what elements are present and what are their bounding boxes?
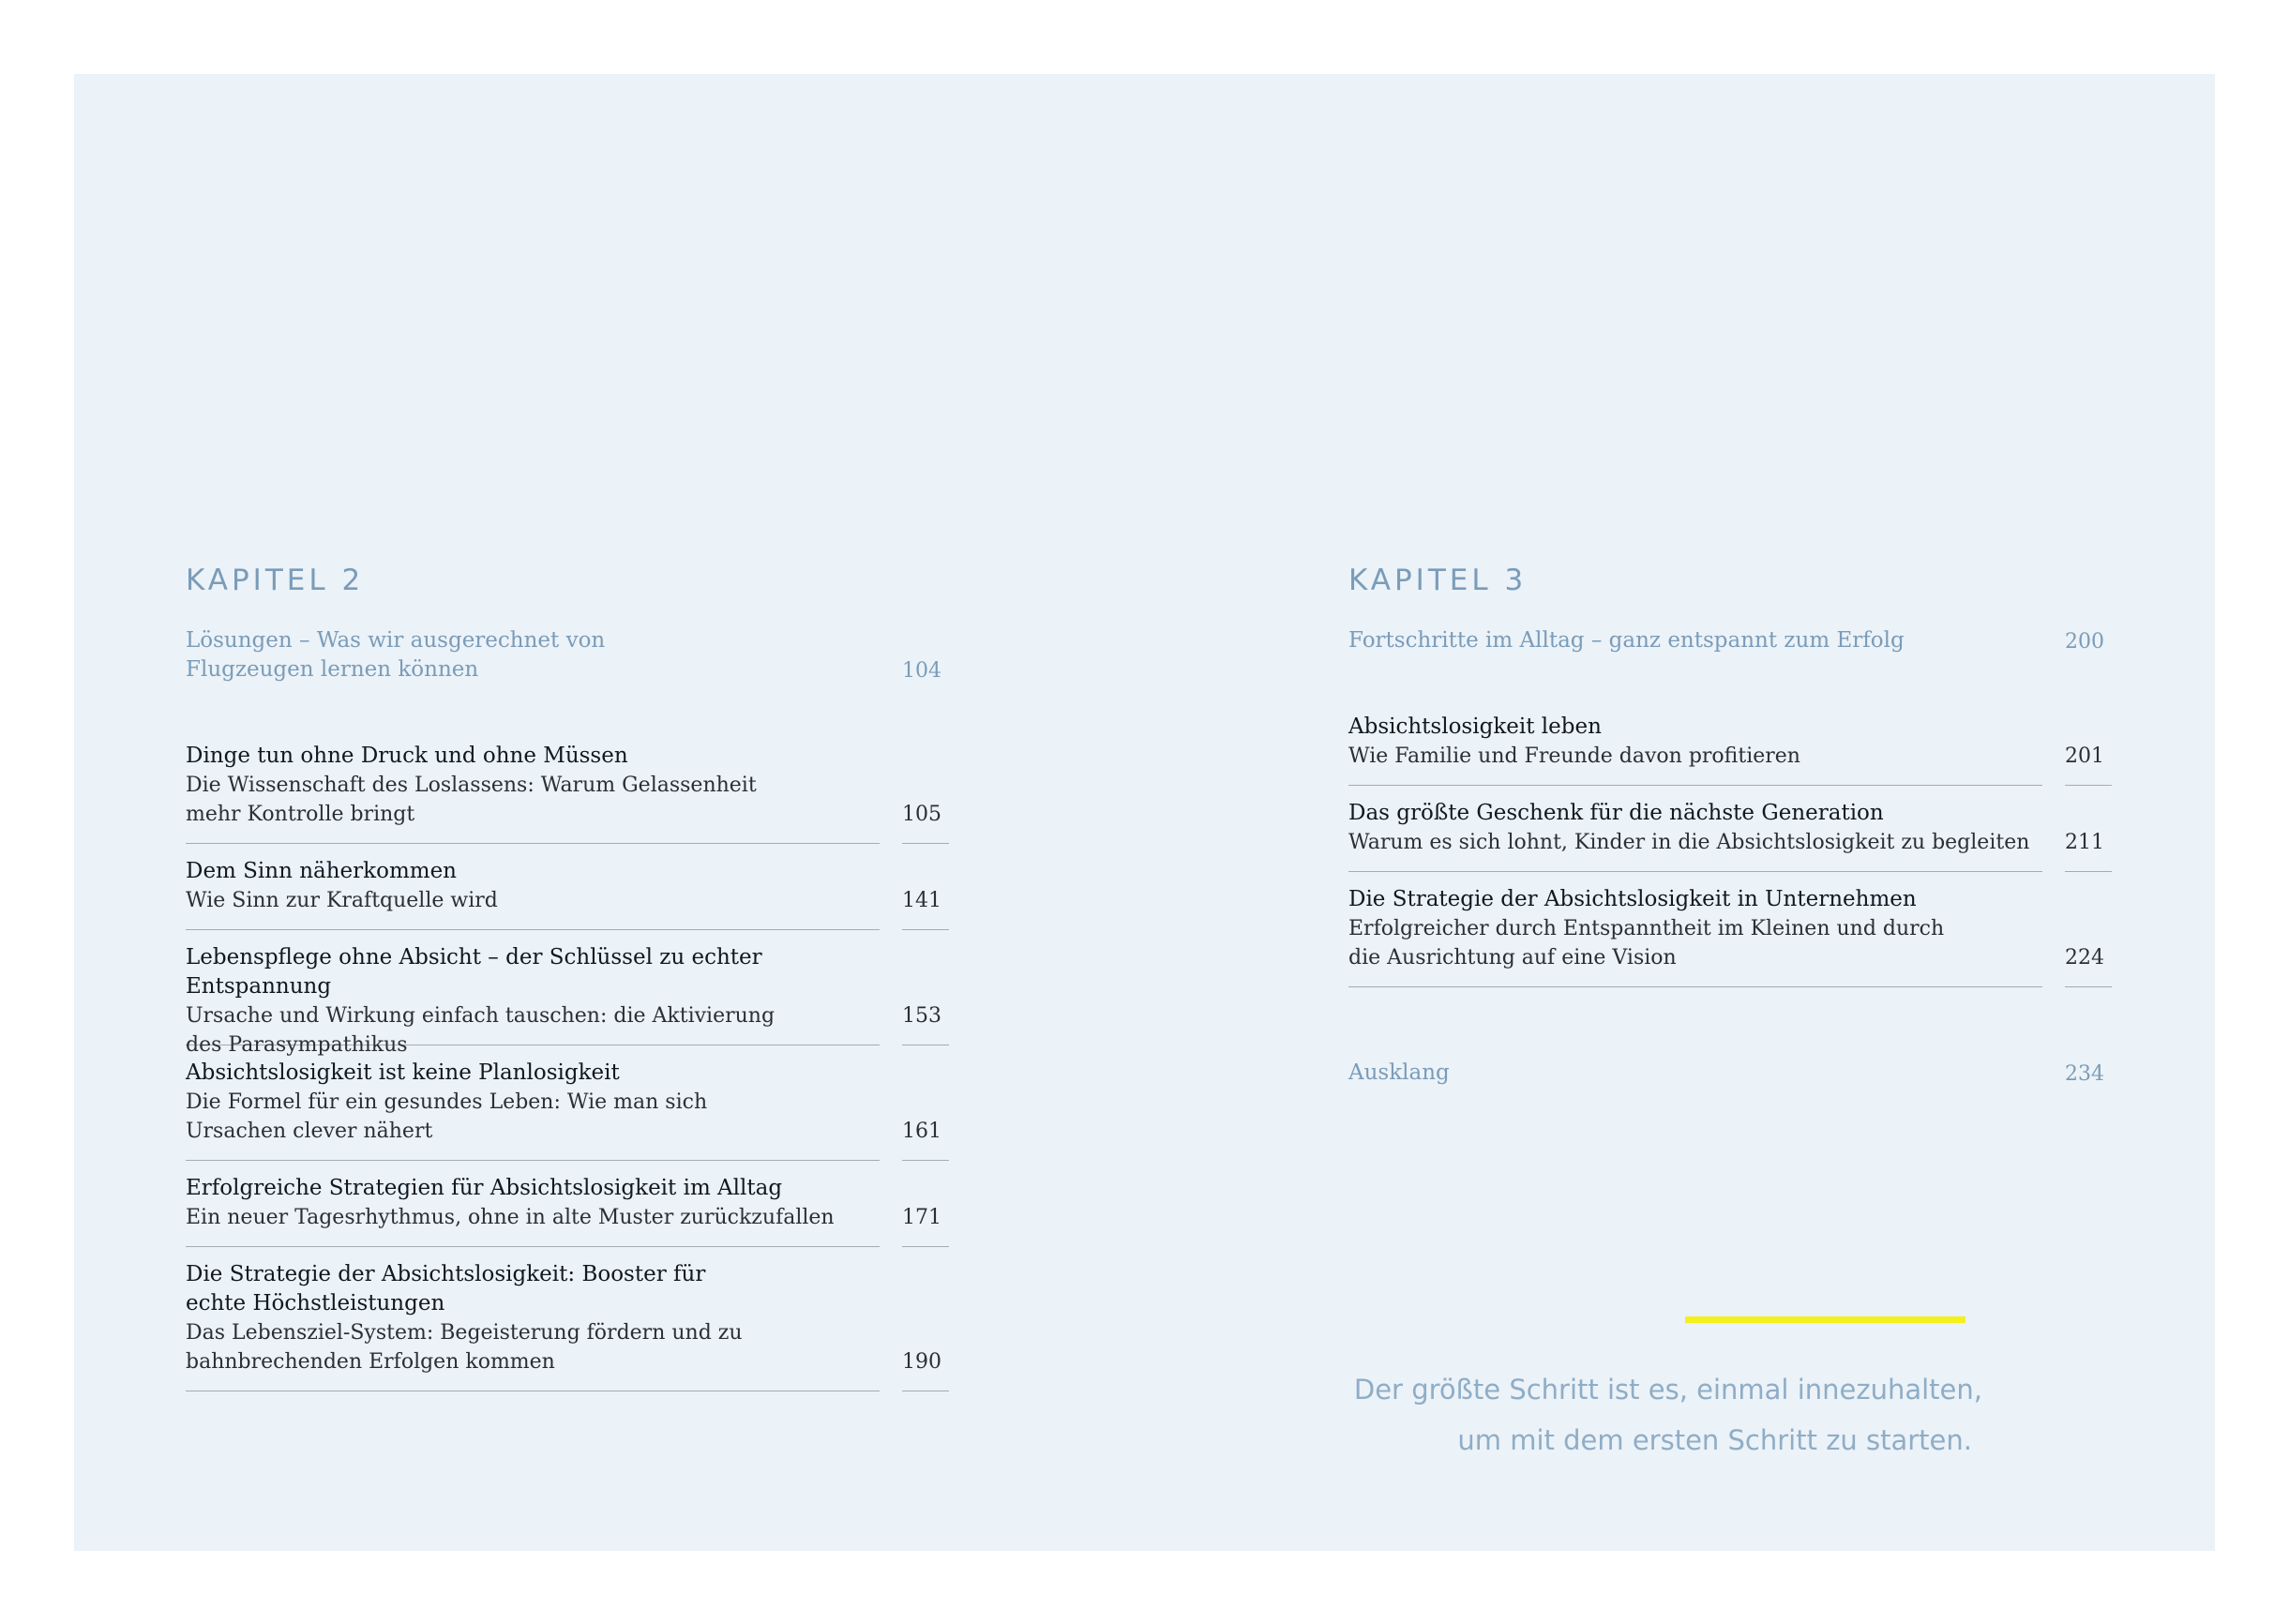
chapter-3-title-line1: Fortschritte im Alltag – ganz entspannt zum Erfolg [1348,628,1905,653]
entry-heading: echte Höchstleistungen [186,1291,445,1316]
entry-heading: Die Strategie der Absichtslosigkeit: Booster für [186,1262,706,1286]
entry-heading: Lebenspflege ohne Absicht – der Schlüssel zu echter Entspannung [186,945,762,999]
toc-entry[interactable] [186,1260,880,1391]
chapter-2-title-line1: Lösungen – Was wir ausgerechnet von [186,628,606,653]
entry-subtitle: Warum es sich lohnt, Kinder in die Absichtslosigkeit zu begleiten [1348,831,2030,854]
chapter-3-title-page: 200 [2065,630,2104,654]
entry-subtitle: die Ausrichtung auf eine Vision [1348,946,1677,970]
entry-subtitle: Ursachen clever nähert [186,1120,433,1143]
entry-subtitle: Erfolgreicher durch Entspanntheit im Kleinen und durch [1348,917,1945,940]
accent-bar [1685,1316,1965,1323]
chapter-3-title[interactable] [1348,626,2042,655]
entry-page-number: 224 [2065,943,2112,987]
entry-heading: Erfolgreiche Strategien für Absichtslosigkeit im Alltag [186,1176,783,1200]
entry-subtitle: Die Formel für ein gesundes Leben: Wie man sich [186,1090,708,1114]
entry-subtitle: des Parasympathikus [186,1033,408,1057]
entry-heading: Dem Sinn näherkommen [186,859,457,883]
entry-page-number: 153 [902,1001,949,1045]
entry-page-number: 171 [902,1203,949,1247]
chapter-2-title[interactable] [186,626,898,684]
toc-entry[interactable] [186,1059,880,1161]
quote-line-1: Der größte Schritt ist es, einmal innezuhalten, [1353,1374,1982,1406]
entry-subtitle: mehr Kontrolle bringt [186,803,415,826]
entry-page-number: 201 [2065,742,2112,786]
toc-entry[interactable] [186,742,880,844]
entry-subtitle: Wie Sinn zur Kraftquelle wird [186,889,498,912]
chapter-2-label: KAPITEL 2 [186,564,365,597]
chapter-3-label: KAPITEL 3 [1348,564,1528,597]
quote-line-2: um mit dem ersten Schritt zu starten. [1457,1424,1972,1456]
toc-entry[interactable] [186,857,880,930]
entry-page-number: 141 [902,886,949,930]
entry-subtitle: Das Lebensziel-System: Begeisterung fördern und zu [186,1321,743,1345]
ausklang-title[interactable]: Ausklang [1348,1060,1450,1085]
entry-heading: Die Strategie der Absichtslosigkeit in Unternehmen [1348,887,1917,911]
chapter-2-title-line2: Flugzeugen lernen können [186,657,479,682]
entry-subtitle: Ursache und Wirkung einfach tauschen: die Aktivierung [186,1004,776,1028]
toc-entry[interactable] [1348,885,2042,987]
toc-entry[interactable] [186,943,880,1057]
toc-entry[interactable] [1348,713,2042,786]
toc-entry[interactable] [186,1174,880,1247]
entry-page-number: 211 [2065,828,2112,872]
toc-entry[interactable] [1348,799,2042,872]
entry-heading: Dinge tun ohne Druck und ohne Müssen [186,744,628,768]
entry-page-number: 161 [902,1117,949,1161]
chapter-2-title-page: 104 [902,659,941,683]
entry-heading: Absichtslosigkeit ist keine Planlosigkeit [186,1060,620,1085]
entry-subtitle: Die Wissenschaft des Loslassens: Warum Gelassenheit [186,774,757,797]
ausklang-page: 234 [2065,1062,2104,1086]
entry-page-number: 105 [902,800,949,844]
entry-subtitle: Wie Familie und Freunde davon profitieren [1348,744,1800,768]
entry-page-number: 190 [902,1347,949,1391]
entry-subtitle: Ein neuer Tagesrhythmus, ohne in alte Muster zurückzufallen [186,1206,835,1229]
entry-heading: Das größte Geschenk für die nächste Generation [1348,801,1884,825]
entry-subtitle: bahnbrechenden Erfolgen kommen [186,1350,555,1374]
entry-heading: Absichtslosigkeit leben [1348,714,1602,739]
